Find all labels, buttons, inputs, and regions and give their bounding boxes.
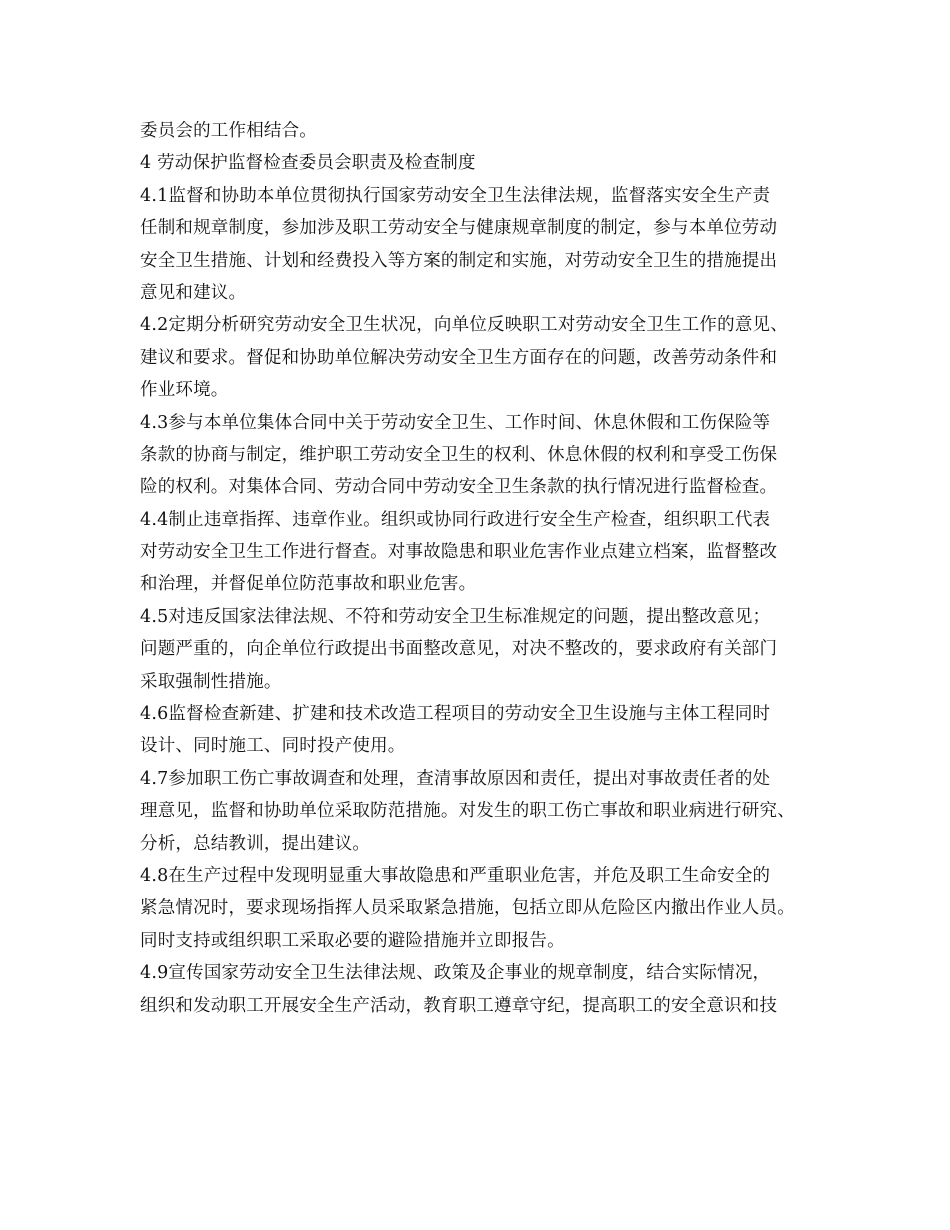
text-line: 险的权利。对集体合同、劳动合同中劳动安全卫生条款的执行情况进行监督检查。 <box>140 477 778 498</box>
text-line: 同时支持或组织职工采取必要的避险措施并立即报告。 <box>140 930 565 951</box>
text-line: 理意见，监督和协助单位采取防范措施。对发生的职工伤亡事故和职业病进行研究、 <box>140 801 795 822</box>
text-line: 对劳动安全卫生工作进行督查。对事故隐患和职业危害作业点建立档案，监督整改 <box>140 542 778 563</box>
text-line: 问题严重的，向企单位行政提出书面整改意见，对决不整改的，要求政府有关部门 <box>140 639 778 660</box>
text-line: 条款的协商与制定，维护职工劳动安全卫生的权利、休息休假的权利和享受工伤保 <box>140 444 778 465</box>
text-line: 任制和规章制度，参加涉及职工劳动安全与健康规章制度的制定，参与本单位劳动 <box>140 218 778 239</box>
text-line: 4.2定期分析研究劳动安全卫生状况，向单位反映职工对劳动安全卫生工作的意见、 <box>140 315 788 336</box>
text-line: 设计、同时施工、同时投产使用。 <box>140 736 406 757</box>
text-line: 采取强制性措施。 <box>140 671 282 692</box>
text-line: 意见和建议。 <box>140 282 247 303</box>
text-line: 建议和要求。督促和协助单位解决劳动安全卫生方面存在的问题，改善劳动条件和 <box>140 347 778 368</box>
text-line: 4.4制止违章指挥、违章作业。组织或协同行政进行安全生产检查，组织职工代表 <box>140 509 771 530</box>
text-line: 委员会的工作相结合。 <box>140 121 317 141</box>
text-line: 4.3参与本单位集体合同中关于劳动安全卫生、工作时间、休息休假和工伤保险等 <box>140 412 771 433</box>
text-line: 4.6监督检查新建、扩建和技术改造工程项目的劳动安全卫生设施与主体工程同时 <box>140 704 771 725</box>
text-line: 4.7参加职工伤亡事故调查和处理，查清事故原因和责任，提出对事故责任者的处 <box>140 768 771 789</box>
section-heading: 4 劳动保护监督检查委员会职责及检查制度 <box>140 153 476 174</box>
document-body <box>140 115 830 1022</box>
text-line: 4.1监督和协助本单位贯彻执行国家劳动安全卫生法律法规，监督落实安全生产责 <box>140 185 771 206</box>
text-line: 4.9宣传国家劳动安全卫生法律法规、政策及企事业的规章制度，结合实际情况， <box>140 963 771 984</box>
text-line: 组织和发动职工开展安全生产活动，教育职工遵章守纪，提高职工的安全意识和技 <box>140 995 778 1016</box>
text-line: 4.5对违反国家法律法规、不符和劳动安全卫生标准规定的问题，提出整改意见； <box>140 606 771 627</box>
text-line: 和治理，并督促单位防范事故和职业危害。 <box>140 574 477 595</box>
text-line: 紧急情况时，要求现场指挥人员采取紧急措施，包括立即从危险区内撤出作业人员。 <box>140 898 795 919</box>
text-line: 作业环境。 <box>140 380 229 401</box>
text-line: 4.8在生产过程中发现明显重大事故隐患和严重职业危害，并危及职工生命安全的 <box>140 865 771 886</box>
text-line: 分析，总结教训，提出建议。 <box>140 833 371 854</box>
text-line: 安全卫生措施、计划和经费投入等方案的制定和实施，对劳动安全卫生的措施提出 <box>140 250 778 271</box>
